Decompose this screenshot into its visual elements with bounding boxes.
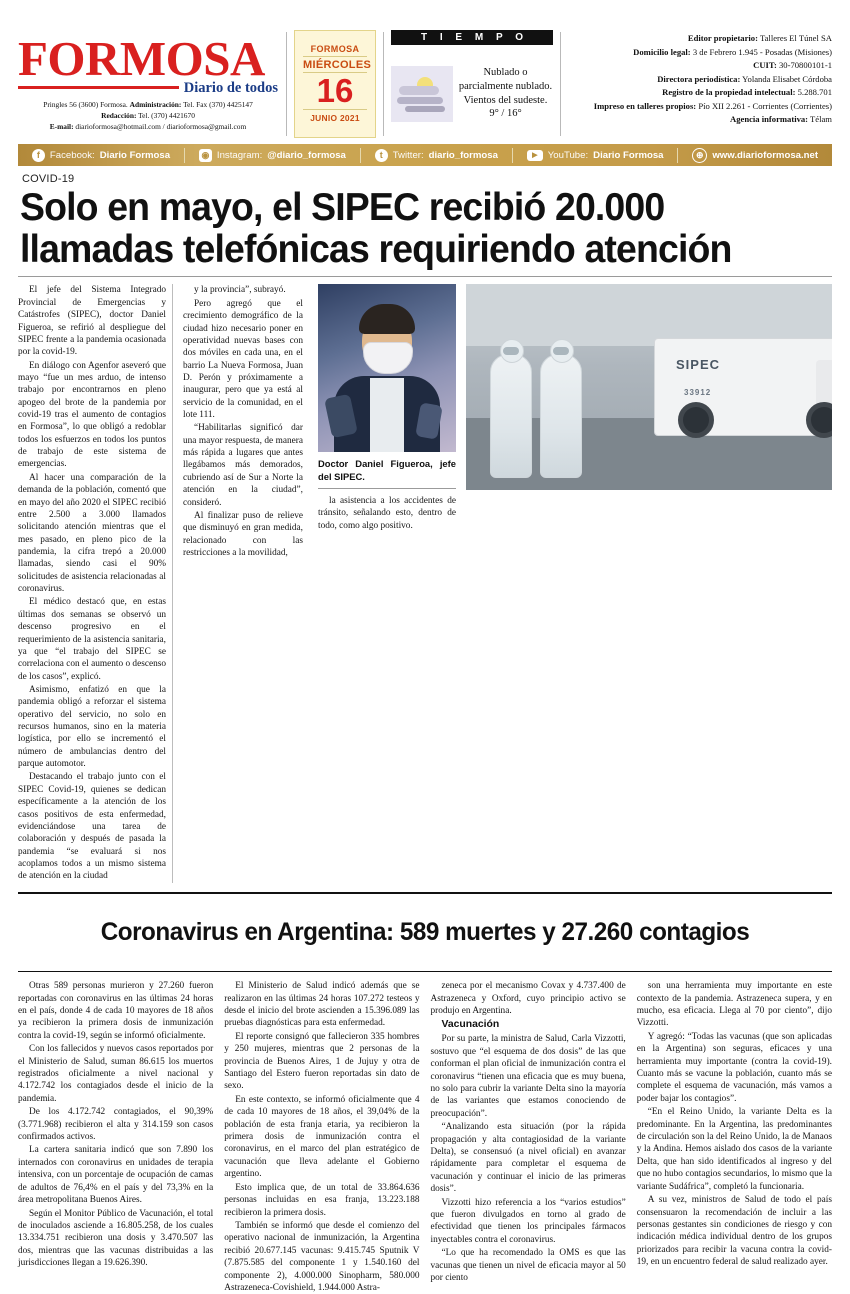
info-row: Editor propietario: Talleres El Túnel SA xyxy=(687,33,832,43)
cloud-shape-2 xyxy=(397,97,443,104)
weather-text xyxy=(453,66,553,121)
photo-shirt-shape xyxy=(370,378,404,452)
date-box xyxy=(294,30,376,138)
paragraph: Esto implica que, de un total de 33.864.636 personas incluidas en esa franja, 13.223.188 recibieron la primera dosis. xyxy=(224,1182,420,1218)
masthead-divider-2 xyxy=(383,32,384,136)
weather-title: T I E M P O xyxy=(391,30,553,45)
social-handle-twitter: diario_formosa xyxy=(428,149,498,161)
paragraph: la asistencia a los accidentes de tránsito, señalando esto, dentro de todo, como algo positivo. xyxy=(318,495,456,531)
masthead-contact-lines xyxy=(18,100,278,132)
paragraph: Al finalizar puso de relieve que disminuyó en gran medida, relacionado con las restricciones a la movilidad, xyxy=(183,510,303,558)
masthead-logo-block xyxy=(18,30,286,138)
paragraph: El jefe del Sistema Integrado Provincial de Emergencias y Catástrofes (SIPEC), doctor Daniel Figueroa, se refirió al despliegue del SIPEC frente a la pandemia ocasionada por la covid-19. xyxy=(18,285,166,358)
social-prefix-youtube: YouTube: xyxy=(547,149,589,161)
social-link-instagram[interactable] xyxy=(185,148,361,163)
cloud-shape-3 xyxy=(405,106,445,112)
weather-widget xyxy=(391,30,553,138)
paragraph: Y agregó: “Todas las vacunas (que son aplicadas en la Argentina) son seguras, eficaces y una herramienta muy importante (contra la covid-19). Cuanto más se vacune la población, cuanto más se complete el esquema de vacunación, más vamos a poder bajar los contagios”. xyxy=(636,1031,832,1104)
paragraph: El reporte consignó que fallecieron 335 hombres y 250 mujeres, mientras que 2 personas de la provincia de Buenos Aires, 1 de Jujuy y otra de Santiago del Estero fueron reportadas sin dato de sexo. xyxy=(224,1031,420,1092)
paragraph: “Lo que ha recomendado la OMS es que las vacunas que tienen un nivel de eficacia mayor al 50 por ciento xyxy=(430,1248,626,1284)
lead-column-2 xyxy=(183,284,308,882)
paragraph: zeneca por el mecanismo Covax y 4.737.400 de Astrazeneca y Oxford, cuyo principio activo se produjo en Argentina. xyxy=(430,981,626,1016)
second-column-4 xyxy=(637,980,832,1294)
ambulance-sipec-label: SIPEC xyxy=(676,357,721,373)
youtube-icon: ▶ xyxy=(527,150,543,161)
info-row: Impreso en talleres propios: Pío XII 2.261 - Corrientes (Corrientes) xyxy=(593,100,832,111)
weather-description: Nublado o parcialmente nublado. Vientos del sudeste. xyxy=(458,66,553,106)
logo-divider-rule xyxy=(18,86,179,89)
publication-info xyxy=(561,30,832,138)
social-handle-youtube: Diario Formosa xyxy=(593,149,664,161)
subheadline-rule-top xyxy=(18,892,832,894)
second-column-1 xyxy=(18,980,213,1294)
paragraph: El médico destacó que, en estas últimas dos semanas se observó un descenso progresivo en el requerimiento de la asistencia sanitaria, ya que “el trabajo del SIPEC se correlaciona con el aumento o descenso de los casos”, explicó. xyxy=(18,597,166,682)
info-row: Registro de la propiedad intelectual: 5.288.701 xyxy=(662,87,832,98)
weather-body xyxy=(391,49,553,138)
date-box-weekday: MIÉRCOLES xyxy=(303,59,372,72)
partly-cloudy-icon xyxy=(391,66,453,122)
lead-article-body xyxy=(18,284,832,882)
paragraph: “Analizando esta situación (por la rápida propagación y alta contagiosidad de la variante Delta), se consensuó (a nivel oficial) en avanzar rápidamente para completar el esquema de vacunación y continuar el inicio de las primeras dosis”. xyxy=(430,1122,626,1195)
paragraph: son una herramienta muy importante en este contexto de la pandemia. Astrazeneca supera, y en mucho, esa eficacia. Llega al 70 por ciento”, dijo Vizzotti. xyxy=(636,981,832,1029)
date-box-city: FORMOSA xyxy=(303,44,367,57)
social-prefix-facebook: Facebook: xyxy=(49,149,95,161)
subheadline-rule-bottom xyxy=(18,971,832,972)
paragraph: También se informó que desde el comienzo del operativo nacional de inmunización, la Argentina recibió 20.677.145 vacunas: 9.415.745 Sputnik V (7.875.585 del componente 1 y 1.540.160 del componente 2), 4.000.000 Sinopharm, 580.000 Astrazeneca-Covishield, 1.944.000 Astra- xyxy=(224,1220,420,1293)
social-prefix-twitter: Twitter: xyxy=(392,149,424,161)
social-link-twitter[interactable] xyxy=(361,148,513,163)
second-article-title: Coronavirus en Argentina: 589 muertes y 27.260 contagios xyxy=(100,918,750,947)
paragraph: Asimismo, enfatizó en que la pandemia obligó a reforzar el sistema operativo del servicio, no solo en recursos humanos, sino en la materia logística, por ello se incrementó el número de ambulancias dentro del parque automotor. xyxy=(18,684,166,770)
paragraph: Con los fallecidos y nuevos casos reportados por el Ministerio de Salud, suman 86.615 los muertos registrados oficialmente a nivel nacional y 4.172.742 los contagiados desde el inicio de la pandemia. xyxy=(18,1044,214,1104)
lead-column-4 xyxy=(466,284,832,882)
cloud-shape-1 xyxy=(399,86,439,95)
paragraph: Vizzotti hizo referencia a los “varios estudios” que fueron divulgados en torno al grado de efectividad que tienen los principales fármacos inyectables contra el coronavirus. xyxy=(430,1197,626,1245)
second-column-3 xyxy=(431,980,626,1294)
caption-rule xyxy=(318,488,456,489)
masthead-divider-1 xyxy=(286,32,287,136)
twitter-icon: t xyxy=(375,149,388,162)
logo-tagline-row xyxy=(18,80,278,97)
social-handle-website: www.diarioformosa.net xyxy=(712,149,819,161)
ppe-worker-2 xyxy=(540,354,582,478)
second-article-body xyxy=(18,980,832,1294)
masthead xyxy=(18,0,832,138)
contact-email-line: E-mail: diarioformosa@hotmail.com / diarioformosa@gmail.com xyxy=(49,121,247,131)
article-kicker: COVID-19 xyxy=(22,173,75,185)
info-row: Domicilio legal: 3 de Febrero 1.945 - Posadas (Misiones) xyxy=(633,46,832,57)
paragraph: Por su parte, la ministra de Salud, Carla Vizzotti, sostuvo que “el esquema de dos dosis” de las que conforman el plan oficial de inmunización contra el coronavirus “tienen una eficacia que es muy buena, no solo para cubrir la variante Delta sino la mayoría de las variantes que estamos conociendo de preocupación”. xyxy=(430,1034,626,1119)
social-link-website[interactable] xyxy=(678,148,832,163)
paragraph: La cartera sanitaria indicó que son 7.890 los internados con coronavirus en unidades de terapia intensiva, con un porcentaje de ocupación de camas de adultos de 76,4% en el país y del 73,3% en la área metropolitana Buenos Aires. xyxy=(18,1145,214,1206)
ppe-worker-1 xyxy=(490,354,532,478)
page-title: Solo en mayo, el SIPEC recibió 20.000 llamadas telefónicas requiriendo atención xyxy=(20,186,732,271)
paragraph: En diálogo con Agenfor aseveró que mayo “fue un mes arduo, de intenso trabajo por encontrarnos en pleno apogeo del brote de la pandemia por covid-19 tras el aumento de contagios en Formosa”, lo que obligó a redoblar todos los esfuerzos en todos los puntos de trabajo de este sistema de emergencias. xyxy=(18,360,166,470)
paragraph: En este contexto, se informó oficialmente que 4 de cada 10 mayores de 18 años, el 39,04% de la población de esta franja etaria, ya recibieron la primera dosis de inmunización contra el coronavirus, en el marco del plan estratégico de vacunación que lleva adelante el Gobierno argentino. xyxy=(224,1094,420,1180)
logo-tagline: Diario de todos xyxy=(183,80,278,97)
newspaper-logo: FORMOSA xyxy=(18,30,265,86)
paragraph: “En el Reino Unido, la variante Delta es la predominante. En la Argentina, las predominantes de circulación son la del Reino Unido, la de Manaos y la Andina. Hemos aislado dos casos de la variante Delta, que han sido identificados al ingreso y del que no hubo contagios secundarios, lo mismo que la variante Sudáfrica”, completó la funcionaria. xyxy=(636,1107,832,1192)
paragraph: y la provincia”, subrayó. xyxy=(194,285,286,296)
paragraph: “Habilitarlas significó dar una mayor respuesta, de manera más rápida a lugares que antes llegábamos más demorados, cubriendo así de Sur a Norte la atención en la ciudad”, consideró. xyxy=(183,423,303,508)
paragraph: Pero agregó que el crecimiento demográfico de la ciudad hizo necesario poner en operatividad nuevas bases con dos móviles en cada una, en el barrio La Nueva Formosa, Juan D. Perón y próximamente a inaugurar, pero que ya está al servicio de la comunidad, en el lote 111. xyxy=(183,298,303,421)
social-link-facebook[interactable] xyxy=(18,148,185,163)
paragraph: Otras 589 personas murieron y 27.260 fueron reportadas con coronavirus en las últimas 24 horas en el país, donde 4 de cada 10 mayores de 18 años ya recibieron la primera dosis de inmunización contra la covid-19, según se informó oficialmente. xyxy=(18,981,214,1041)
paragraph: De los 4.172.742 contagiados, el 90,39% (3.771.968) recibieron el alta y 314.159 son casos confirmados activos. xyxy=(18,1107,214,1143)
social-link-youtube[interactable] xyxy=(513,148,679,163)
ambulance-plate-label: 33912 xyxy=(684,388,712,398)
doctor-figueroa-photo xyxy=(318,284,456,452)
paragraph: Al hacer una comparación de la demanda de la población, comentó que en mayo del año 2020 el SIPEC recibió entre 2.500 a 3.000 llamados solicitando atención mientras que el mes pasado, en pleno pico de la pandemia, la cifra trepó a 20.000 llamadas, siendo casi el 90% solicitudes de asistencia relacionadas al coronavirus. xyxy=(18,472,166,595)
social-media-bar xyxy=(18,144,832,166)
sipec-ambulance-photo xyxy=(466,284,832,490)
lead-column-1 xyxy=(18,284,173,882)
social-prefix-instagram: Instagram: xyxy=(216,149,263,161)
photo-hair-shape xyxy=(359,304,415,334)
paragraph: A su vez, ministros de Salud de todo el país consensuaron la recomendación de incluir a las personas gestantes sin condiciones de riesgo y con indicación médica individual dentro de los grupos priorizados para recibir la vacuna contra la covid-19, en un encuentro federal de salud realizado ayer. xyxy=(636,1195,832,1268)
globe-icon: ⊕ xyxy=(692,148,707,163)
paragraph: Destacando el trabajo junto con el SIPEC Covid-19, quienes se dedican específicamente a la atención de los casos positivos de esta enfermedad, evidenciándose una tarea de colaboración y después de pasada la pandemia “se evaluará si nos acoplamos todos a un mismo sistema de atención en la ciudad xyxy=(18,772,166,882)
photo-caption: Doctor Daniel Figueroa, jefe del SIPEC. xyxy=(318,458,456,482)
date-box-month-year: JUNIO 2021 xyxy=(310,112,360,123)
second-column-2 xyxy=(224,980,419,1294)
social-handle-instagram: @diario_formosa xyxy=(267,149,346,161)
info-row: Agencia informativa: Télam xyxy=(730,114,832,125)
face-mask-icon xyxy=(363,342,413,374)
section-subheading-vacunacion: Vacunación xyxy=(441,1019,500,1031)
info-row: CUIT: 30-70800101-1 xyxy=(753,60,832,71)
info-row: Directora periodística: Yolanda Elisabet Córdoba xyxy=(657,73,832,84)
contact-redaccion-line: Redacción: Tel. (370) 4421670 xyxy=(101,110,195,120)
date-box-day: 16 xyxy=(303,73,367,110)
facebook-icon: f xyxy=(32,149,45,162)
paragraph: El Ministerio de Salud indicó además que se realizaron en las últimas 24 horas 107.272 testeos y desde el inicio del brote ascienden a 15.396.089 las pruebas diagnósticas para esta enfermedad. xyxy=(224,981,420,1029)
headline-rule xyxy=(18,276,832,277)
photo-sky xyxy=(466,284,832,346)
social-handle-facebook: Diario Formosa xyxy=(99,149,171,161)
contact-address-line: Pringles 56 (3600) Formosa. Administración: Tel. Fax (370) 4425147 xyxy=(43,100,253,110)
paragraph: Según el Monitor Público de Vacunación, el total de inoculados asciende a 16.805.258, de los cuales 13.334.751 recibieron una dosis y 3.470.507 las dos, mientras que las vacunas distribuidas a las jurisdicciones llegan a 19.626.390. xyxy=(18,1208,214,1269)
weather-temperatures: 9° / 16° xyxy=(489,108,522,120)
instagram-icon: ◉ xyxy=(199,149,212,162)
lead-column-3 xyxy=(318,284,456,882)
